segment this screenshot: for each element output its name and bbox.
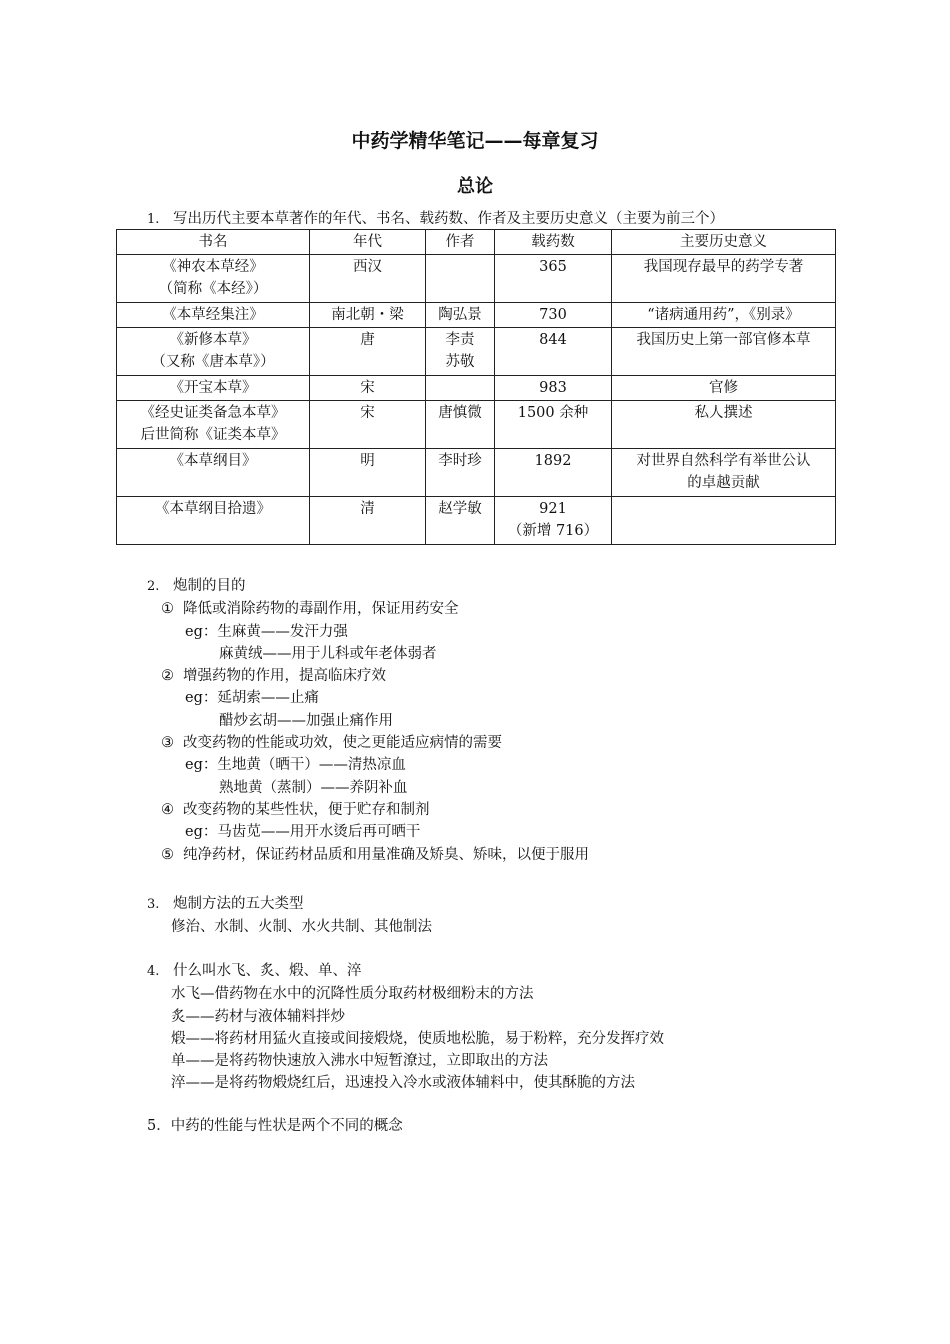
cell-book: 《本草纲目》: [117, 449, 310, 497]
question-number: 1.: [147, 212, 160, 227]
question-heading: [147, 893, 432, 916]
table-row: [117, 255, 836, 303]
answer-line: 淬——是将药物煅烧红后，迅速投入冷水或液体辅料中，使其酥脆的方法: [171, 1075, 635, 1092]
table-row: [117, 376, 836, 401]
table-row: [117, 449, 836, 497]
question-text: 写出历代主要本草著作的年代、书名、载药数、作者及主要历史意义（主要为前三个）: [173, 211, 724, 227]
table-row: [117, 303, 836, 328]
answer-text: 修治、水制、火制、水火共制、其他制法: [171, 919, 432, 936]
section-title: 总论: [457, 176, 493, 197]
cell-book: 《本草经集注》: [117, 303, 310, 328]
example-line: eg：生地黄（晒干）——清热凉血: [185, 757, 406, 774]
cell-era: 宋: [310, 376, 426, 401]
example-line: eg：生麻黄——发汗力强: [185, 623, 348, 640]
cell-count: 983: [495, 376, 612, 401]
header-meaning: 主要历史意义: [612, 230, 836, 255]
question-text: 炮制方法的五大类型: [173, 896, 304, 912]
cell-meaning: 官修: [612, 376, 836, 401]
herbal-books-table: [116, 229, 836, 545]
example-line: eg：延胡索——止痛: [185, 690, 319, 707]
question-number: 4.: [147, 964, 160, 979]
answer-line: 水飞—借药物在水中的沉降性质分取药材极细粉末的方法: [171, 986, 534, 1003]
answer-line: 煅——将药材用猛火直接或间接煅烧，使质地松脆，易于粉粹，充分发挥疗效: [171, 1030, 664, 1047]
header-author: 作者: [426, 230, 495, 255]
cell-era: 西汉: [310, 255, 426, 303]
table-row: [117, 328, 836, 376]
header-count: 载药数: [495, 230, 612, 255]
cell-author: [426, 255, 495, 303]
page-title: 中药学精华笔记——每章复习: [351, 130, 599, 152]
question-text: 什么叫水飞、炙、煅、单、淬: [173, 963, 362, 979]
cell-meaning: 我国现存最早的药学专著: [612, 255, 836, 303]
answer-line: 单——是将药物快速放入沸水中短暂潦过，立即取出的方法: [171, 1053, 548, 1070]
question-heading: [147, 575, 589, 598]
question-1: [147, 207, 724, 228]
question-5: 5．中药的性能与性状是两个不同的概念: [147, 1118, 403, 1134]
cell-book: 《本草纲目拾遗》: [117, 497, 310, 545]
question-3: [147, 893, 432, 939]
question-number: 3.: [147, 897, 160, 912]
answer-line: 炙——药材与液体辅料拌炒: [171, 1008, 345, 1025]
list-item: ③ 改变药物的性能或功效，使之更能适应病情的需要: [161, 735, 502, 752]
cell-meaning: 对世界自然科学有举世公认 的卓越贡献: [612, 449, 836, 497]
cell-meaning: “诸病通用药”，《别录》: [612, 303, 836, 328]
list-item: ④ 改变药物的某些性状，便于贮存和制剂: [161, 801, 430, 818]
question-number: 2.: [147, 579, 160, 594]
cell-meaning: 私人撰述: [612, 401, 836, 449]
cell-count: 844: [495, 328, 612, 376]
cell-era: 南北朝・梁: [310, 303, 426, 328]
example-line: 熟地黄（蒸制）——养阴补血: [219, 779, 408, 796]
cell-book: 《新修本草》 （又称《唐本草》）: [117, 328, 310, 376]
cell-count: 921 （新增 716）: [495, 497, 612, 545]
cell-author: 陶弘景: [426, 303, 495, 328]
example-line: eg：马齿苋——用开水烫后再可晒干: [185, 824, 421, 841]
cell-meaning: [612, 497, 836, 545]
table-row: [117, 497, 836, 545]
cell-era: 宋: [310, 401, 426, 449]
header-book: 书名: [117, 230, 310, 255]
cell-count: 1892: [495, 449, 612, 497]
question-2: [147, 575, 589, 866]
header-era: 年代: [310, 230, 426, 255]
cell-count: 1500 余种: [495, 401, 612, 449]
cell-book: 《神农本草经》 （简称《本经》）: [117, 255, 310, 303]
cell-era: 明: [310, 449, 426, 497]
question-text: 炮制的目的: [173, 578, 246, 594]
list-item: ② 增强药物的作用，提高临床疗效: [161, 668, 386, 685]
question-4: [147, 960, 664, 1095]
cell-author: 李责 苏敬: [426, 328, 495, 376]
cell-book: 《开宝本草》: [117, 376, 310, 401]
question-heading: [147, 960, 664, 983]
cell-author: 唐慎微: [426, 401, 495, 449]
cell-era: 唐: [310, 328, 426, 376]
cell-author: 李时珍: [426, 449, 495, 497]
table-header-row: [117, 230, 836, 255]
list-item: ⑤ 纯净药材，保证药材品质和用量准确及矫臭、矫味，以便于服用: [161, 846, 589, 863]
example-line: 麻黄绒——用于儿科或年老体弱者: [219, 645, 437, 662]
cell-author: [426, 376, 495, 401]
cell-author: 赵学敏: [426, 497, 495, 545]
cell-meaning: 我国历史上第一部官修本草: [612, 328, 836, 376]
table-row: [117, 401, 836, 449]
example-line: 醋炒玄胡——加强止痛作用: [219, 712, 393, 729]
cell-count: 730: [495, 303, 612, 328]
list-item: ① 降低或消除药物的毒副作用，保证用药安全: [161, 601, 459, 618]
cell-book: 《经史证类备急本草》 后世简称《证类本草》: [117, 401, 310, 449]
cell-era: 清: [310, 497, 426, 545]
cell-count: 365: [495, 255, 612, 303]
